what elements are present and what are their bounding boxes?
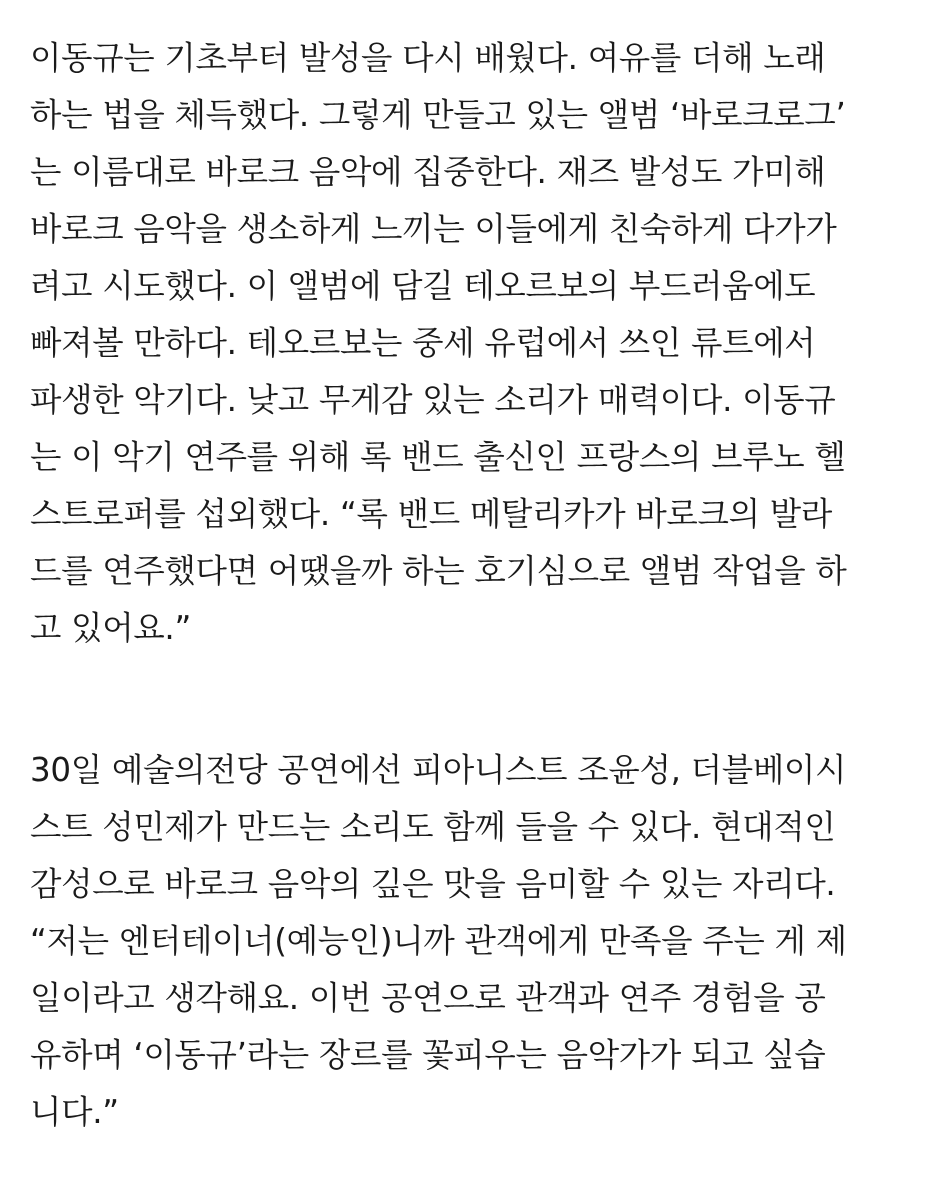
paragraph-spacer	[30, 657, 910, 742]
paragraph-1	[30, 30, 910, 657]
text-line: 파생한 악기다. 낮고 무게감 있는 소리가 매력이다. 이동규	[30, 381, 836, 419]
text-line: 이동규는 기초부터 발성을 다시 배웠다. 여유를 더해 노래	[30, 39, 826, 77]
text-line: 려고 시도했다. 이 앨범에 담길 테오르보의 부드러움에도	[30, 267, 816, 305]
article-body	[30, 30, 910, 1141]
text-line: 바로크 음악을 생소하게 느끼는 이들에게 친숙하게 다가가	[30, 210, 837, 248]
text-line: 30일 예술의전당 공연에선 피아니스트 조윤성, 더블베이시	[30, 751, 847, 789]
text-line: 빠져볼 만하다. 테오르보는 중세 유럽에서 쓰인 류트에서	[30, 324, 816, 362]
text-line: 는 이름대로 바로크 음악에 집중한다. 재즈 발성도 가미해	[30, 153, 826, 191]
text-line: 니다.”	[30, 1093, 119, 1131]
text-line: 감성으로 바로크 음악의 깊은 맛을 음미할 수 있는 자리다.	[30, 865, 836, 903]
text-line: 스트로퍼를 섭외했다. “록 밴드 메탈리카가 바로크의 발라	[30, 495, 832, 533]
text-line: 유하며 ‘이동규’라는 장르를 꽃피우는 음악가가 되고 싶습	[30, 1036, 826, 1074]
text-line: 는 이 악기 연주를 위해 록 밴드 출신인 프랑스의 브루노 헬	[30, 438, 846, 476]
text-line: 일이라고 생각해요. 이번 공연으로 관객과 연주 경험을 공	[30, 979, 826, 1017]
text-line: 하는 법을 체득했다. 그렇게 만들고 있는 앨범 ‘바로크로그’	[30, 96, 846, 134]
paragraph-2	[30, 742, 910, 1141]
text-line: 스트 성민제가 만드는 소리도 함께 들을 수 있다. 현대적인	[30, 808, 836, 846]
text-line: 드를 연주했다면 어땠을까 하는 호기심으로 앨범 작업을 하	[30, 552, 847, 590]
text-line: 고 있어요.”	[30, 609, 191, 647]
text-line: “저는 엔터테이너(예능인)니까 관객에게 만족을 주는 게 제	[30, 922, 847, 960]
